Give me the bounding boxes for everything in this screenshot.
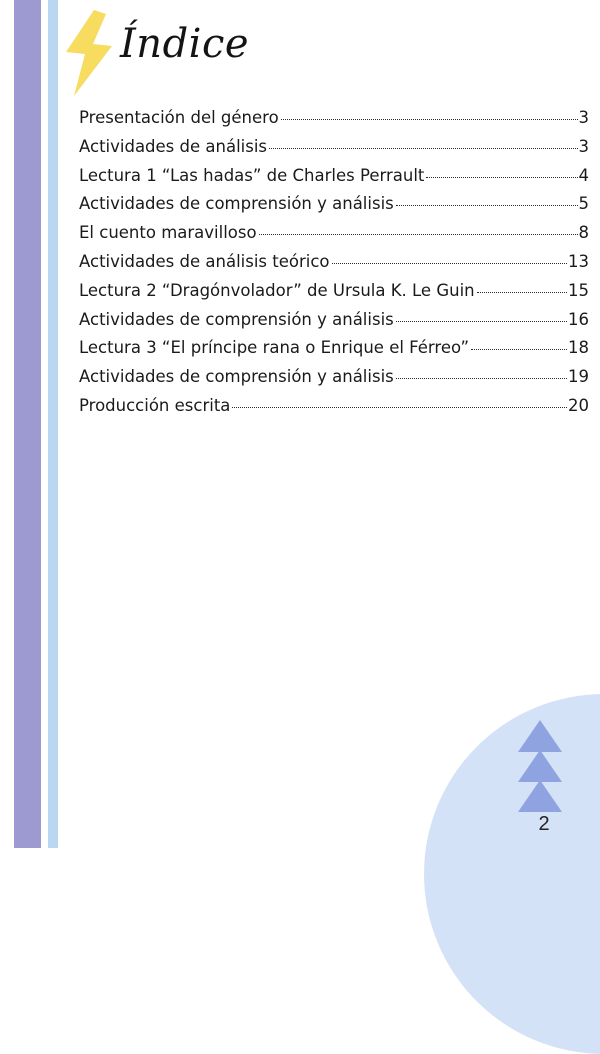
left-blue-stripe — [48, 0, 58, 848]
toc-entry — [79, 338, 589, 367]
page-number: 2 — [538, 813, 550, 835]
toc-entry-page: 5 — [578, 194, 589, 214]
toc-dot-leader — [269, 148, 577, 149]
toc-entry-page: 18 — [568, 338, 589, 358]
toc-dot-leader — [259, 234, 578, 235]
toc-entry-page: 4 — [578, 165, 589, 185]
toc-entry — [79, 281, 589, 310]
toc-dot-leader — [396, 205, 578, 206]
toc-dot-leader — [396, 321, 567, 322]
left-purple-stripe — [14, 0, 41, 848]
corner-circle-decoration — [424, 694, 600, 1054]
toc-entry-page: 8 — [578, 223, 589, 243]
toc-entry-label: Actividades de comprensión y análisis — [79, 309, 394, 329]
toc-entry — [79, 137, 589, 166]
toc-entry-label: Producción escrita — [79, 395, 231, 415]
toc-entry-label: Actividades de comprensión y análisis — [79, 367, 394, 387]
toc-entry-page: 3 — [578, 136, 589, 156]
toc-dot-leader — [232, 407, 567, 408]
toc-entry-label: Lectura 2 “Dragónvolador” de Ursula K. Le Guin — [79, 280, 475, 300]
toc-entry-page: 3 — [578, 108, 589, 127]
stacked-triangles-icon — [516, 718, 564, 814]
toc-entry — [79, 252, 589, 281]
toc-entry — [79, 223, 589, 252]
toc-dot-leader — [426, 177, 577, 178]
toc-entry-page: 15 — [568, 280, 589, 300]
toc-entry-label: Actividades de comprensión y análisis — [79, 194, 394, 214]
toc-entry — [79, 396, 589, 425]
toc-entry-page: 16 — [568, 309, 589, 329]
toc-entry-page: 19 — [568, 367, 589, 387]
toc-entry-label: Lectura 3 “El príncipe rana o Enrique el Férreo” — [79, 338, 470, 358]
toc-entry-page: 20 — [568, 395, 589, 415]
toc-entry — [79, 367, 589, 396]
toc-dot-leader — [477, 292, 567, 293]
page-title: Índice — [120, 21, 250, 67]
lightning-bolt-icon — [64, 10, 114, 96]
toc-entry-label: Actividades de análisis — [79, 136, 268, 156]
toc-dot-leader — [332, 263, 567, 264]
toc-entry-label: Lectura 1 “Las hadas” de Charles Perrault — [79, 165, 425, 185]
toc-entry-label: El cuento maravilloso — [79, 223, 257, 243]
toc-entry — [79, 108, 589, 137]
toc-entry — [79, 194, 589, 223]
toc-entry-label: Presentación del género — [79, 108, 279, 127]
toc-entry — [79, 166, 589, 195]
toc-dot-leader — [471, 349, 567, 350]
toc-entry-page: 13 — [568, 251, 589, 271]
table-of-contents — [79, 108, 589, 425]
toc-dot-leader — [396, 378, 567, 379]
toc-dot-leader — [281, 119, 578, 120]
toc-entry-label: Actividades de análisis teórico — [79, 251, 330, 271]
toc-entry — [79, 310, 589, 339]
